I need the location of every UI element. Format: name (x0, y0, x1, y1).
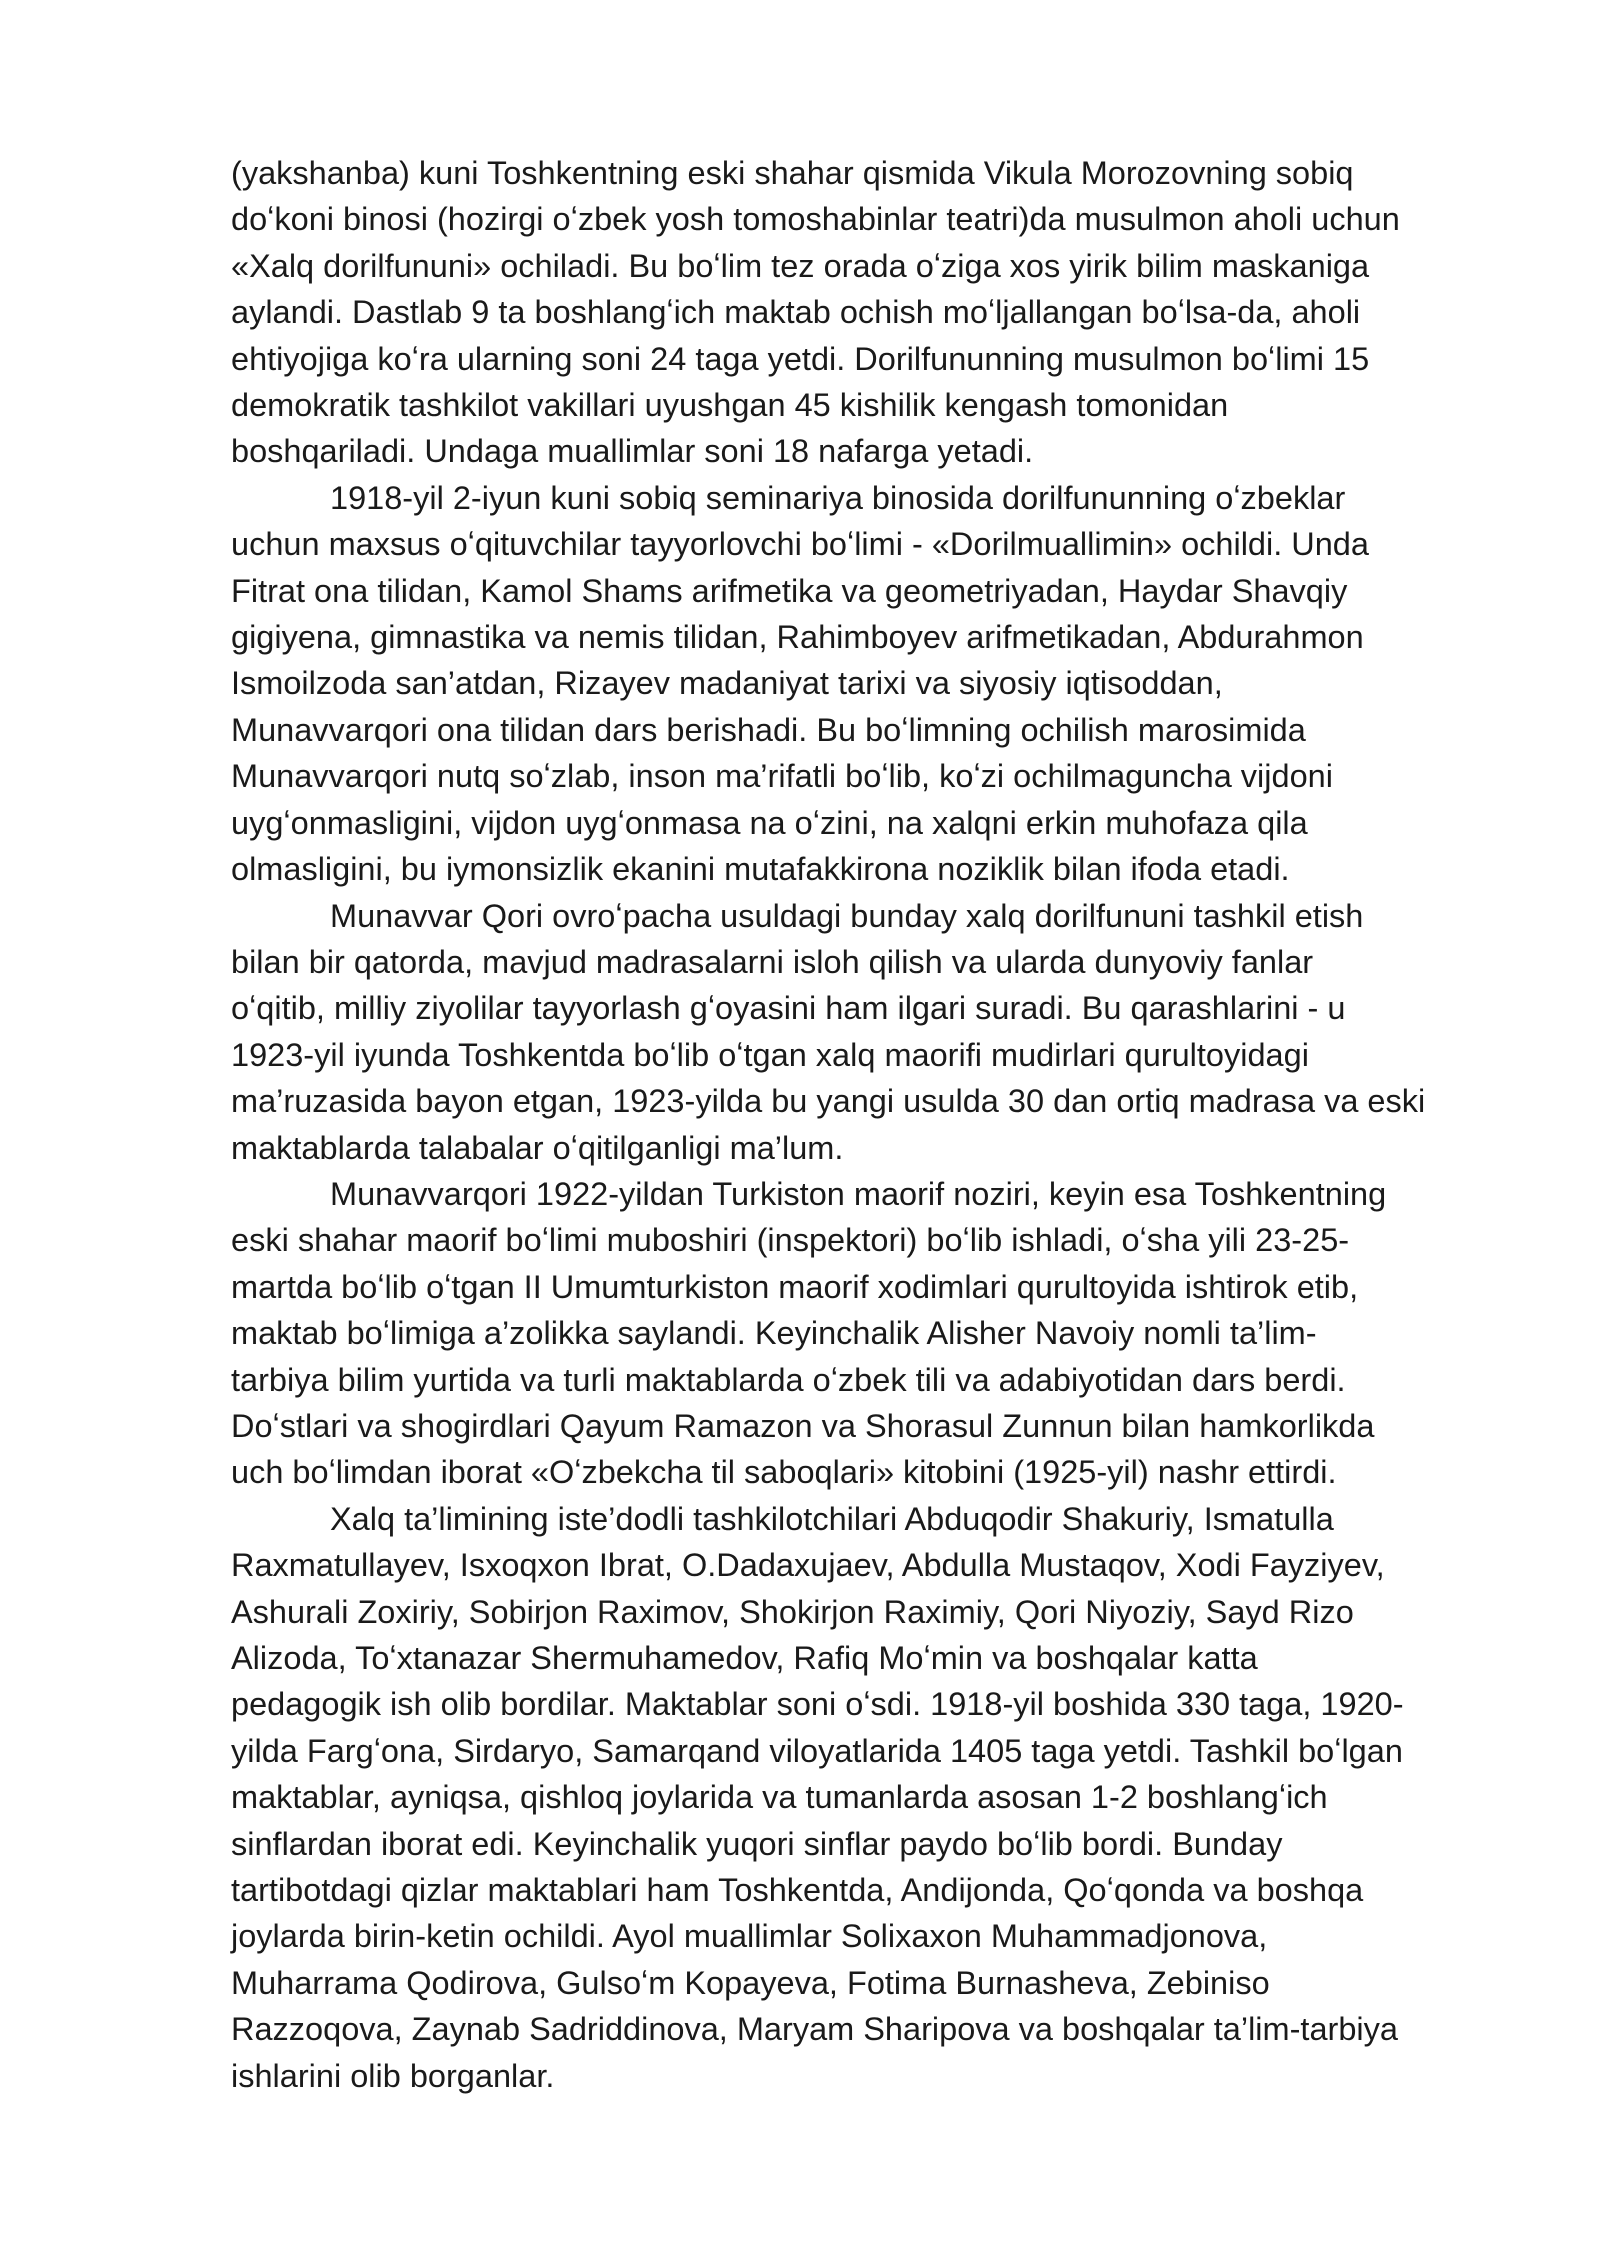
text-line: Xalq ta’limining iste’dodli tashkilotchilari Abduqodir Shakuriy, Ismatulla (330, 1500, 1334, 1537)
text-line: Munavvarqori 1922-yildan Turkiston maorif noziri, keyin esa Toshkentning (330, 1175, 1387, 1212)
text-line: Alizoda, Toʻxtanazar Shermuhamedov, Rafiq Moʻmin va boshqalar katta (231, 1640, 1258, 1676)
text-line: Razzoqova, Zaynab Sadriddinova, Maryam Sharipova va boshqalar ta’lim-tarbiya (231, 2011, 1398, 2048)
paragraph (231, 150, 1521, 475)
text-line: Muharrama Qodirova, Gulsoʻm Kopayeva, Fotima Burnasheva, Zebiniso (231, 1964, 1270, 2001)
text-line: «Xalq dorilfununi» ochiladi. Bu boʻlim tez orada oʻziga xos yirik bilim maskaniga (231, 247, 1370, 284)
text-line: maktab boʻlimiga a’zolikka saylandi. Keyinchalik Alisher Navoiy nomli ta’lim- (231, 1315, 1317, 1352)
text-line: uygʻonmasligini, vijdon uygʻonmasa na oʻzini, na xalqni erkin muhofaza qila (231, 804, 1308, 841)
text-line: aylandi. Dastlab 9 ta boshlangʻich maktab ochish moʻljallangan boʻlsa-da, aholi (231, 294, 1361, 331)
text-line: Munavvarqori ona tilidan dars berishadi. Bu boʻlimning ochilish marosimida (231, 711, 1306, 748)
text-line: Ismoilzoda san’atdan, Rizayev madaniyat tarixi va siyosiy iqtisoddan, (231, 665, 1223, 702)
text-line: joylarda birin-ketin ochildi. Ayol muallimlar Solixaxon Muhammadjonova, (231, 1918, 1268, 1955)
text-line: Ashurali Zoxiriy, Sobirjon Raximov, Shokirjon Raximiy, Qori Niyoziy, Sayd Rizo (231, 1593, 1354, 1630)
text-line: sinflardan iborat edi. Keyinchalik yuqori sinflar paydo boʻlib bordi. Bunday (231, 1825, 1283, 1862)
text-line: Raxmatullayev, Isxoqxon Ibrat, O.Dadaxujaev, Abdulla Mustaqov, Xodi Fayziyev, (231, 1547, 1385, 1584)
paragraph (231, 1171, 1521, 1496)
body-text (231, 150, 1521, 2099)
text-line: ehtiyojiga koʻra ularning soni 24 taga yetdi. Dorilfununning musulmon boʻlimi 15 (231, 340, 1370, 377)
text-line: eski shahar maorif boʻlimi muboshiri (inspektori) boʻlib ishladi, oʻsha yili 23-25- (231, 1222, 1350, 1259)
text-line: gigiyena, gimnastika va nemis tilidan, Rahimboyev arifmetikadan, Abdurahmon (231, 619, 1364, 656)
text-line: uchun maxsus oʻqituvchilar tayyorlovchi boʻlimi - «Dorilmuallimin» ochildi. Unda (231, 526, 1369, 563)
text-line: 1918-yil 2-iyun kuni sobiq seminariya binosida dorilfununning oʻzbeklar (330, 479, 1346, 516)
text-line: martda boʻlib oʻtgan II Umumturkiston maorif xodimlari qurultoyida ishtirok etib, (231, 1268, 1359, 1305)
text-line: boshqariladi. Undaga muallimlar soni 18 nafarga yetadi. (231, 433, 1034, 470)
text-line: ishlarini olib borganlar. (231, 2057, 555, 2094)
text-line: tarbiya bilim yurtida va turli maktablarda oʻzbek tili va adabiyotidan dars berdi. (231, 1361, 1346, 1398)
text-line: Fitrat ona tilidan, Kamol Shams arifmetika va geometriyadan, Haydar Shavqiy (231, 572, 1348, 609)
text-line: ma’ruzasida bayon etgan, 1923-yilda bu yangi usulda 30 dan ortiq madrasa va eski (231, 1083, 1426, 1120)
text-line: oʻqitib, milliy ziyolilar tayyorlash gʻoyasini ham ilgari suradi. Bu qarashlarini - u (231, 990, 1346, 1027)
text-line: (yakshanba) kuni Toshkentning eski shahar qismida Vikula Morozovning sobiq (231, 155, 1354, 191)
text-line: 1923-yil iyunda Toshkentda boʻlib oʻtgan xalq maorifi mudirlari qurultoyidagi (231, 1036, 1309, 1073)
text-line: maktablar, ayniqsa, qishloq joylarida va tumanlarda asosan 1-2 boshlangʻich (231, 1779, 1328, 1816)
text-line: yilda Fargʻona, Sirdaryo, Samarqand viloyatlarida 1405 taga yetdi. Tashkil boʻlgan (231, 1732, 1403, 1769)
text-line: Munavvar Qori ovroʻpacha usuldagi bunday xalq dorilfununi tashkil etish (330, 897, 1364, 934)
text-line: Doʻstlari va shogirdlari Qayum Ramazon va Shorasul Zunnun bilan hamkorlikda (231, 1407, 1375, 1444)
paragraph (231, 475, 1521, 893)
text-line: demokratik tashkilot vakillari uyushgan 45 kishilik kengash tomonidan (231, 387, 1229, 424)
paragraph (231, 893, 1521, 1171)
text-line: olmasligini, bu iymonsizlik ekanini mutafakkirona noziklik bilan ifoda etadi. (231, 851, 1290, 888)
text-line: Munavvarqori nutq soʻzlab, inson ma’rifatli boʻlib, koʻzi ochilmaguncha vijdoni (231, 758, 1333, 795)
text-line: pedagogik ish olib bordilar. Maktablar soni oʻsdi. 1918-yil boshida 330 taga, 1920- (231, 1686, 1404, 1723)
paragraph (231, 1496, 1521, 2099)
text-line: tartibotdagi qizlar maktablari ham Toshkentda, Andijonda, Qoʻqonda va boshqa (231, 1872, 1364, 1909)
text-line: bilan bir qatorda, mavjud madrasalarni isloh qilish va ularda dunyoviy fanlar (231, 943, 1314, 980)
text-line: doʻkoni binosi (hozirgi oʻzbek yosh tomoshabinlar teatri)da musulmon aholi uchun (231, 201, 1400, 238)
text-line: maktablarda talabalar oʻqitilganligi ma’lum. (231, 1129, 844, 1166)
text-line: uch boʻlimdan iborat «Oʻzbekcha til saboqlari» kitobini (1925-yil) nashr ettirdi. (231, 1454, 1337, 1491)
